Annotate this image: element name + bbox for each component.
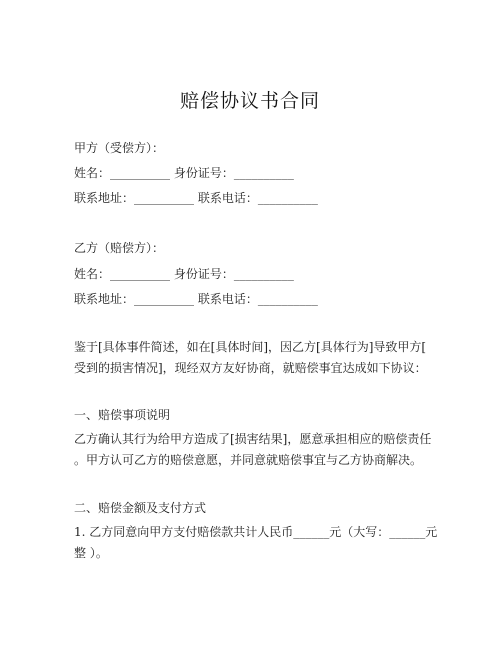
- section-2-heading: 二、赔偿金额及支付方式: [74, 501, 207, 515]
- party-b-contact-line: 联系地址：__________ 联系电话：__________: [74, 292, 318, 306]
- party-b-name-line: 姓名：__________ 身份证号：__________: [74, 267, 294, 281]
- party-b-heading: 乙方（赔偿方）：: [74, 241, 165, 255]
- section-2-item-1: [74, 522, 438, 564]
- preamble-line-2: 受到的损害情况]，现经双方友好协商，就赔偿事宜达成如下协议：: [74, 361, 427, 375]
- section-1-heading: 一、赔偿事项说明: [74, 408, 171, 422]
- section-1-paragraph: [74, 429, 432, 471]
- section-1-line-1: 乙方确认其行为给甲方造成了[损害结果]，愿意承担相应的赔偿责任: [74, 432, 432, 446]
- party-a-name-line: 姓名：__________ 身份证号：__________: [74, 166, 294, 180]
- party-a-heading: 甲方（受偿方）：: [74, 141, 165, 155]
- preamble-paragraph: [74, 337, 426, 379]
- section-1-line-2: 。甲方认可乙方的赔偿意愿，并同意就赔偿事宜与乙方协商解决。: [74, 453, 423, 467]
- document-title: 赔偿协议书合同: [179, 90, 320, 112]
- party-a-contact-line: 联系地址：__________ 联系电话：__________: [74, 191, 318, 205]
- section-2-item-1-line-2: 整 ）。: [74, 546, 108, 560]
- section-2-item-1-line-1: 1. 乙方同意向甲方支付赔偿款共计人民币______元（大写：______元: [74, 525, 438, 539]
- preamble-line-1: 鉴于[具体事件简述，如在[具体时间]，因乙方[具体行为]导致甲方[: [74, 340, 427, 354]
